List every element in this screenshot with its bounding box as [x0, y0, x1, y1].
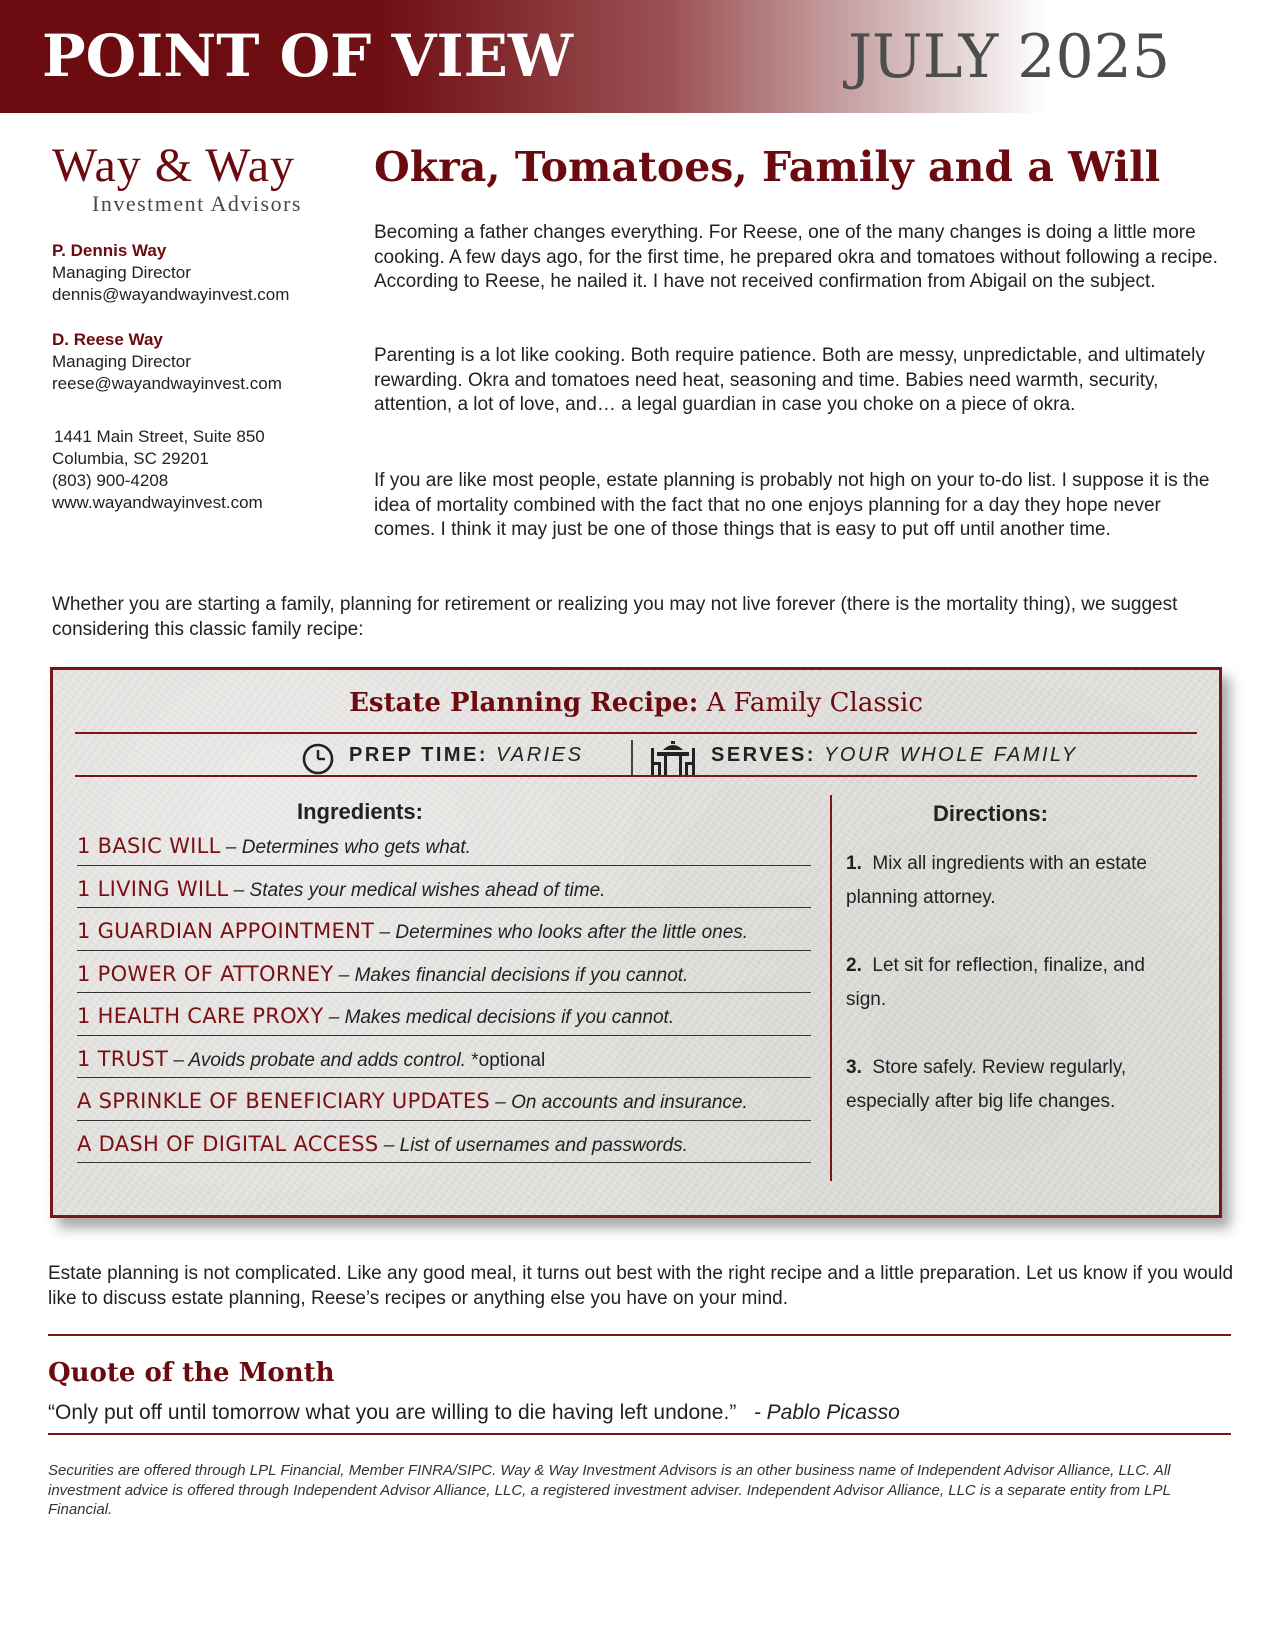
quote-author: - Pablo Picasso: [753, 1401, 900, 1424]
article-paragraph-1: Becoming a father changes everything. For Reese, one of the many changes is doing a little more cooking. A few days ago, for the first time, he prepared okra and tomatoes without following a recipe. According to Reese, he nailed it. I have not received confirmation from Abigail on the subject.: [374, 222, 1218, 292]
ingredient-name: A DASH OF DIGITAL ACCESS: [77, 1131, 379, 1156]
recipe-top-rule: [75, 732, 1197, 734]
contact-email[interactable]: dennis@wayandwayinvest.com: [52, 285, 290, 304]
recipe-title-bold: Estate Planning Recipe:: [349, 688, 699, 718]
directions-list: [846, 847, 1176, 1153]
quote-body: [48, 1401, 900, 1425]
address-line2: Columbia, SC 29201: [52, 449, 209, 468]
ingredient-name: 1 TRUST: [77, 1046, 169, 1071]
article-title: Okra, Tomatoes, Family and a Will: [374, 143, 1161, 191]
list-item: 1 LIVING WILL – States your medical wishes ahead of time.: [77, 866, 811, 909]
quote-text: “Only put off until tomorrow what you are willing to die having left undone.”: [48, 1401, 737, 1424]
ingredient-name: 1 HEALTH CARE PROXY: [77, 1004, 324, 1028]
direction-step: [846, 847, 1176, 915]
directions-heading: Directions:: [933, 801, 1048, 826]
ingredients-list: [77, 823, 811, 1163]
ingredient-optional-note: *optional: [465, 1049, 546, 1071]
firm-logo-name: Way & Way: [52, 139, 295, 192]
prep-time: [349, 744, 583, 767]
phone-number: (803) 900-4208: [52, 471, 169, 490]
recipe-meta-row: [53, 738, 1219, 778]
direction-step: [846, 949, 1176, 1017]
newsletter-title: POINT OF VIEW: [42, 22, 574, 90]
quote-heading: Quote of the Month: [48, 1358, 335, 1388]
meta-divider: [631, 740, 633, 776]
contact-role: Managing Director: [52, 352, 191, 371]
contact-email[interactable]: reese@wayandwayinvest.com: [52, 374, 282, 393]
recipe-card: [50, 667, 1222, 1218]
list-item: 1 HEALTH CARE PROXY – Makes medical decisions if you cannot.: [77, 993, 811, 1036]
direction-text: Let sit for reflection, finalize, and sign.: [846, 955, 1145, 1010]
serves: [711, 744, 1078, 767]
contact-role: Managing Director: [52, 263, 191, 282]
address-line1: 1441 Main Street, Suite 850: [54, 427, 265, 446]
list-item: A SPRINKLE OF BENEFICIARY UPDATES – On accounts and insurance.: [77, 1078, 811, 1121]
contact-name: P. Dennis Way: [52, 241, 167, 260]
ingredient-name: 1 BASIC WILL: [77, 834, 221, 858]
ingredient-desc: Determines who looks after the little ones.: [395, 922, 749, 943]
ingredients-heading: Ingredients:: [297, 799, 423, 824]
issue-date: JULY 2025: [847, 22, 1170, 92]
list-item: A DASH OF DIGITAL ACCESS – List of usernames and passwords.: [77, 1121, 811, 1164]
firm-logo-subtitle: Investment Advisors: [92, 191, 302, 216]
direction-number: 1.: [846, 853, 862, 874]
column-divider: [830, 795, 832, 1181]
recipe-title: [53, 688, 1219, 718]
ingredient-desc: States your medical wishes ahead of time.: [249, 879, 606, 901]
divider-rule: [48, 1334, 1231, 1336]
ingredient-desc: List of usernames and passwords.: [399, 1134, 688, 1156]
list-item: 1 POWER OF ATTORNEY – Makes financial decisions if you cannot.: [77, 951, 811, 994]
list-item: 1 TRUST – Avoids probate and adds control. *optional: [77, 1036, 811, 1079]
direction-text: Store safely. Review regularly, especially after big life changes.: [846, 1057, 1127, 1112]
recipe-meta-rule: [75, 775, 1197, 777]
serves-label: SERVES:: [711, 744, 816, 766]
ingredient-name: 1 LIVING WILL: [77, 876, 229, 901]
list-item: 1 GUARDIAN APPOINTMENT – Determines who looks after the little ones.: [77, 908, 811, 951]
contact-name: D. Reese Way: [52, 330, 163, 349]
ingredient-desc: Makes financial decisions if you cannot.: [354, 964, 689, 986]
ingredient-desc: Determines who gets what.: [241, 837, 471, 858]
prep-time-value: VARIES: [496, 744, 584, 766]
direction-number: 2.: [846, 955, 862, 976]
contact-reese: [52, 329, 282, 395]
ingredient-name: 1 GUARDIAN APPOINTMENT: [77, 919, 375, 943]
contact-dennis: [52, 240, 289, 306]
direction-step: [846, 1051, 1176, 1119]
ingredient-name: 1 POWER OF ATTORNEY: [77, 961, 334, 986]
legal-disclaimer: Securities are offered through LPL Financial, Member FINRA/SIPC. Way & Way Investment Advisors is an other business name of Independent Advisor Alliance, LLC. All investment advice is offered through Independent Advisor Alliance, LLC, a registered investment adviser. Independent Advisor Alliance, LLC is a separate entity from LPL Financial.: [48, 1462, 1171, 1518]
article-paragraph-3: If you are like most people, estate planning is probably not high on your to-do list. I suppose it is the idea of mortality combined with the fact that no one enjoys planning for a day they hope never comes. I think it may just be one of those things that is easy to put off until another time.: [374, 470, 1210, 540]
website-link[interactable]: www.wayandwayinvest.com: [52, 493, 263, 512]
prep-time-label: PREP TIME:: [349, 744, 489, 766]
firm-address-block: [52, 426, 265, 514]
article-paragraph-2: Parenting is a lot like cooking. Both require patience. Both are messy, unpredictable, and ultimately rewarding. Okra and tomatoes need heat, seasoning and time. Babies need warmth, security, attention, a lot of love, and… a legal guardian in case you choke on a piece of okra.: [374, 345, 1205, 415]
direction-number: 3.: [846, 1057, 862, 1078]
closing-paragraph: Estate planning is not complicated. Like any good meal, it turns out best with the right recipe and a little preparation. Let us know if you would like to discuss estate planning, Reese’s recipes or anything else you have on your mind.: [48, 1263, 1234, 1309]
recipe-title-rest: A Family Classic: [698, 688, 923, 718]
ingredient-desc: Avoids probate and adds control.: [188, 1049, 466, 1071]
direction-text: Mix all ingredients with an estate planning attorney.: [846, 853, 1148, 908]
list-item: 1 BASIC WILL – Determines who gets what.: [77, 823, 811, 866]
ingredient-desc: On accounts and insurance.: [511, 1092, 748, 1113]
ingredient-name: A SPRINKLE OF BENEFICIARY UPDATES: [77, 1089, 491, 1113]
article-paragraph-4: Whether you are starting a family, planning for retirement or realizing you may not live forever (there is the mortality thing), we suggest considering this classic family recipe:: [52, 594, 1178, 640]
divider-rule: [48, 1433, 1231, 1435]
ingredient-desc: Makes medical decisions if you cannot.: [344, 1007, 675, 1028]
serves-value: YOUR WHOLE FAMILY: [824, 744, 1078, 766]
